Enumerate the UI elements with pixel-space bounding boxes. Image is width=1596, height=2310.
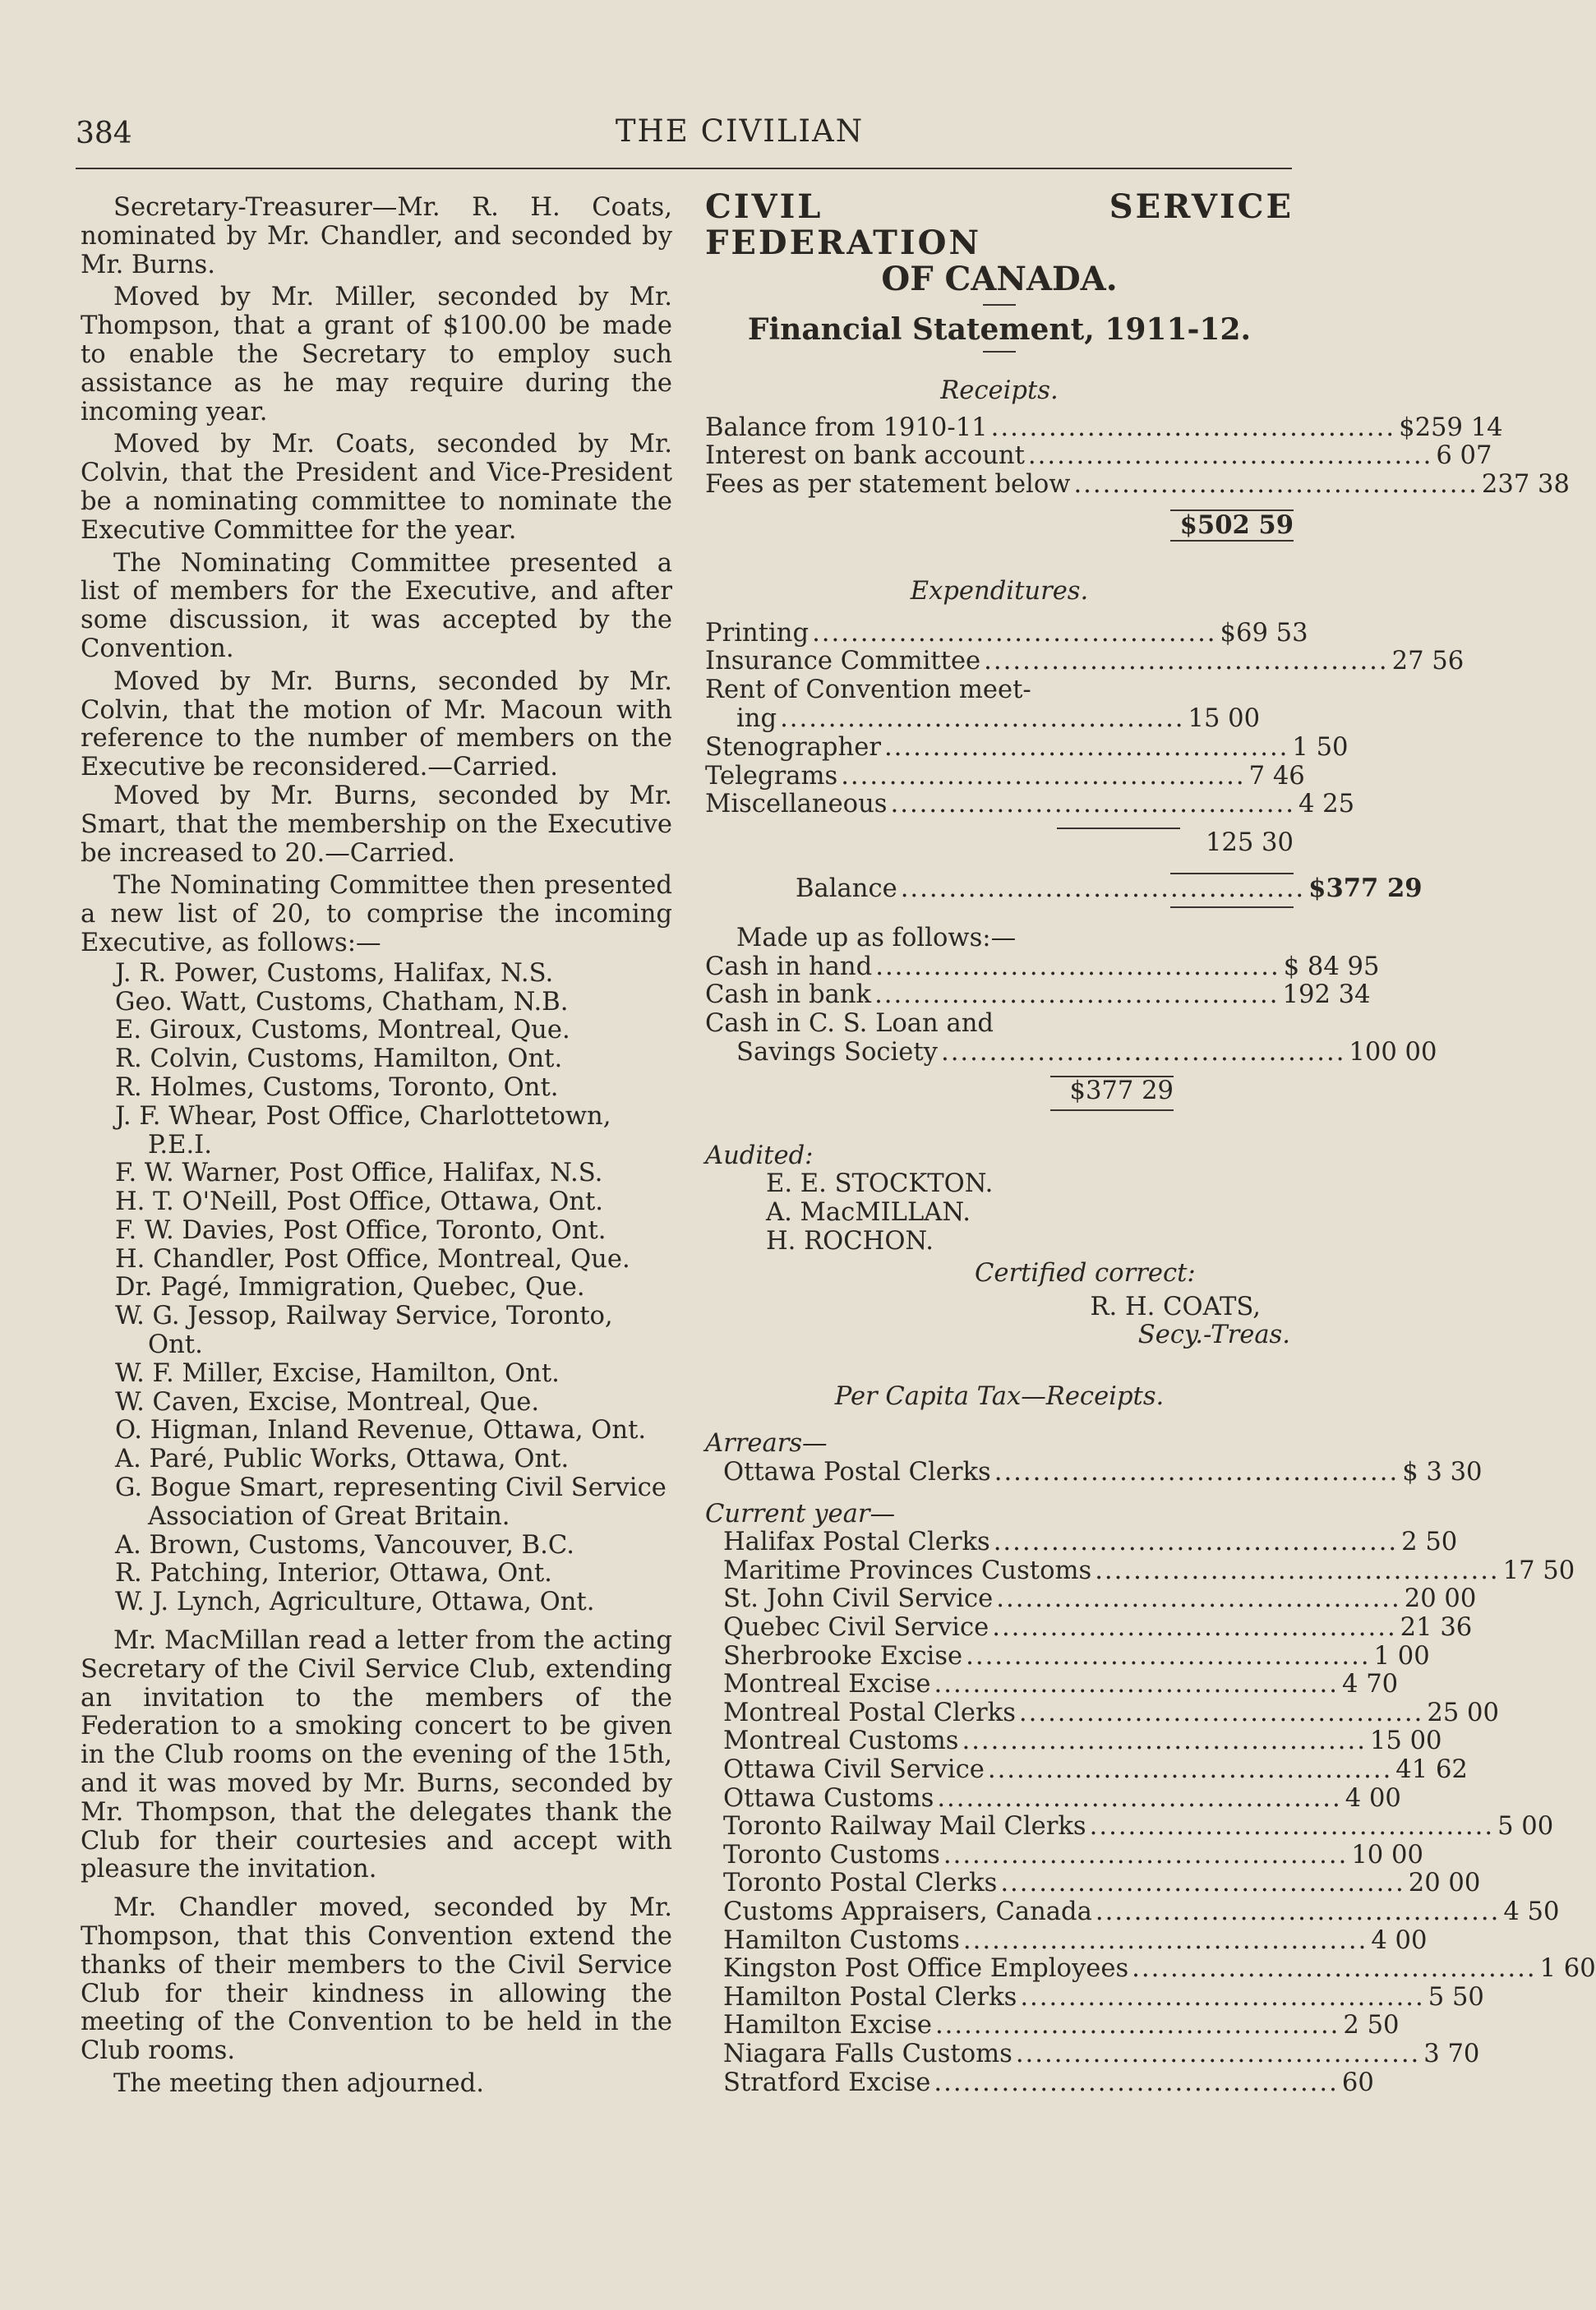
leader-dots: .......................................... bbox=[984, 647, 1389, 676]
row-amount: $259 14 bbox=[1399, 413, 1503, 442]
table-row bbox=[705, 1954, 1596, 1984]
leader-dots: .......................................... bbox=[934, 2011, 1340, 2040]
row-label: Ottawa Civil Service bbox=[723, 1755, 985, 1785]
row-label: Fees as per statement below bbox=[705, 470, 1071, 500]
leader-dots: .......................................... bbox=[812, 618, 1217, 648]
row-label: Montreal Excise bbox=[723, 1670, 931, 1699]
row-amount: 25 00 bbox=[1427, 1698, 1499, 1727]
leader-dots: .......................................... bbox=[934, 1670, 1339, 1699]
row-label: Quebec Civil Service bbox=[723, 1613, 989, 1643]
table-row bbox=[705, 1457, 1483, 1487]
paragraph: Mr. MacMillan read a letter from the acting Secretary of the Civil Service Club, extending an invitation to the members of the Federation to a smoking concert to be given in the Club rooms on the evening of the 15th, and it was moved by Mr. Burns, seconded by Mr. Thompson, that the delegates thank the Club for their courtesies and accept with pleasure the invitation. bbox=[81, 1626, 672, 1884]
table-row bbox=[705, 618, 1308, 648]
current-year-rows bbox=[705, 1528, 1596, 2097]
balance-row bbox=[705, 873, 1423, 903]
table-row bbox=[705, 1869, 1481, 1898]
federation-title-line2: OF CANADA. bbox=[881, 260, 1118, 298]
leader-dots: .......................................... bbox=[1095, 1897, 1501, 1927]
subtotal-rule bbox=[1050, 1109, 1174, 1111]
row-label: St. John Civil Service bbox=[723, 1584, 994, 1614]
statement-title: Financial Statement, 1911-12. bbox=[747, 312, 1252, 347]
table-row bbox=[705, 470, 1570, 500]
row-amount: 20 00 bbox=[1404, 1584, 1477, 1614]
paragraph: The meeting then adjourned. bbox=[113, 2069, 484, 2098]
row-label: Balance from 1910-11 bbox=[705, 413, 988, 442]
table-row bbox=[705, 1755, 1468, 1785]
row-amount: 60 bbox=[1341, 2068, 1374, 2097]
row-amount: 7 46 bbox=[1248, 761, 1305, 791]
row-label: Customs Appraisers, Canada bbox=[723, 1897, 1092, 1927]
expenditures-heading: Expenditures. bbox=[910, 576, 1089, 606]
leader-dots: .......................................... bbox=[937, 1783, 1342, 1813]
row-amount: 6 07 bbox=[1436, 441, 1492, 471]
list-item: W. J. Lynch, Agriculture, Ottawa, Ont. bbox=[115, 1588, 595, 1617]
table-row bbox=[705, 1670, 1399, 1699]
per-capita-heading: Per Capita Tax—Receipts. bbox=[834, 1382, 1165, 1412]
list-item: Geo. Watt, Customs, Chatham, N.B. bbox=[115, 987, 569, 1017]
leader-dots: .......................................... bbox=[1132, 1954, 1537, 1984]
leader-dots: .......................................... bbox=[966, 1641, 1371, 1671]
divider bbox=[983, 351, 1016, 353]
receipts-heading: Receipts. bbox=[940, 376, 1059, 405]
table-row bbox=[705, 1812, 1554, 1842]
table-row bbox=[705, 413, 1503, 443]
federation-title bbox=[705, 189, 1294, 297]
row-label: Cash in C. S. Loan and bbox=[705, 1009, 994, 1039]
row-label: Miscellaneous bbox=[705, 790, 888, 819]
row-label: Halifax Postal Clerks bbox=[723, 1528, 990, 1557]
made-up-intro bbox=[705, 924, 1205, 953]
row-label: Toronto Customs bbox=[723, 1840, 940, 1870]
row-label: Ottawa Customs bbox=[723, 1783, 934, 1813]
table-row bbox=[705, 952, 1380, 982]
total-row bbox=[1170, 511, 1294, 542]
leader-dots: .......................................... bbox=[962, 1727, 1367, 1756]
row-amount: 1 00 bbox=[1373, 1641, 1430, 1671]
leader-dots: .......................................... bbox=[934, 2068, 1339, 2097]
table-row bbox=[705, 2068, 1374, 2098]
table-row bbox=[705, 647, 1465, 676]
row-amount: 1 50 bbox=[1292, 732, 1349, 762]
list-item: A. Paré, Public Works, Ottawa, Ont. bbox=[115, 1445, 570, 1474]
row-label: Montreal Customs bbox=[723, 1727, 959, 1756]
table-row bbox=[705, 1641, 1430, 1671]
list-item: Dr. Pagé, Immigration, Quebec, Que. bbox=[115, 1273, 585, 1303]
leader-dots: .......................................... bbox=[1000, 1869, 1405, 1898]
leader-dots: .......................................... bbox=[987, 1755, 1393, 1785]
list-item: G. Bogue Smart, representing Civil Service Association of Great Britain. bbox=[115, 1473, 667, 1531]
row-label: Balance bbox=[796, 874, 897, 903]
leader-dots: .......................................... bbox=[993, 1528, 1399, 1557]
leader-dots: .......................................... bbox=[1095, 1556, 1500, 1585]
row-label: Telegrams bbox=[705, 761, 838, 791]
row-label: Montreal Postal Clerks bbox=[723, 1698, 1016, 1727]
table-row bbox=[705, 1897, 1560, 1927]
row-label: Printing bbox=[705, 618, 810, 648]
table-row bbox=[705, 1727, 1442, 1756]
left-column bbox=[81, 194, 672, 2099]
leader-dots: .......................................... bbox=[996, 1584, 1401, 1614]
leader-dots: .......................................... bbox=[943, 1840, 1349, 1870]
list-item: R. Holmes, Customs, Toronto, Ont. bbox=[115, 1072, 559, 1102]
federation-title-line1: CIVIL SERVICE FEDERATION bbox=[705, 187, 1294, 262]
table-row bbox=[705, 980, 1371, 1010]
receipts-total: $502 59 bbox=[1179, 509, 1294, 540]
table-row bbox=[705, 2039, 1480, 2069]
row-amount: 4 70 bbox=[1342, 1670, 1399, 1699]
header-rule bbox=[76, 168, 1292, 169]
table-row bbox=[705, 1982, 1484, 2013]
executive-member-list bbox=[81, 960, 672, 1617]
made-up-table bbox=[705, 923, 1437, 1111]
table-row bbox=[705, 1840, 1423, 1870]
leader-dots: .......................................... bbox=[1073, 470, 1478, 500]
row-label: Maritime Provinces Customs bbox=[723, 1556, 1092, 1585]
page-number: 384 bbox=[76, 117, 132, 150]
table-row bbox=[705, 1925, 1428, 1956]
row-label: ing bbox=[736, 703, 777, 733]
certified-label: Certified correct: bbox=[975, 1258, 1196, 1288]
row-amount: 15 00 bbox=[1188, 703, 1261, 733]
paragraph: Moved by Mr. Miller, seconded by Mr. Thompson, that a grant of $100.00 be made to enable the Secretary to employ such assistance as he may require during the incoming year. bbox=[81, 283, 672, 426]
row-label: Rent of Convention meet- bbox=[705, 675, 1031, 705]
auditor-name: A. MacMILLAN. bbox=[766, 1198, 971, 1228]
audited-label: Audited: bbox=[705, 1141, 814, 1170]
list-item: A. Brown, Customs, Vancouver, B.C. bbox=[115, 1530, 574, 1560]
table-row bbox=[705, 1037, 1437, 1067]
leader-dots: .......................................... bbox=[1015, 2039, 1421, 2068]
table-row bbox=[705, 441, 1492, 471]
leader-dots: .......................................... bbox=[780, 703, 1185, 733]
expenditures-table bbox=[705, 618, 1465, 858]
subtotal-rule bbox=[1057, 828, 1180, 829]
row-label: Made up as follows:— bbox=[736, 923, 1017, 952]
row-label: Current year— bbox=[705, 1499, 896, 1528]
leader-dots: .......................................... bbox=[990, 413, 1396, 442]
running-title: THE CIVILIAN bbox=[615, 113, 865, 149]
list-item: J. F. Whear, Post Office, Charlottetown, P.E.I. bbox=[115, 1101, 611, 1160]
auditor-name: E. E. STOCKTON. bbox=[766, 1169, 994, 1199]
row-label: Stenographer bbox=[705, 732, 881, 762]
paragraph: Moved by Mr. Coats, seconded by Mr. Colvin, that the President and Vice-President be a nominating committee to nominate the Executive Committee for the year. bbox=[81, 430, 672, 545]
row-amount: 4 00 bbox=[1371, 1925, 1428, 1955]
table-row bbox=[705, 1556, 1575, 1586]
paragraph: Moved by Mr. Burns, seconded by Mr. Smart, that the membership on the Executive be increased to 20.—Carried. bbox=[81, 781, 672, 868]
expenditures-total: 125 30 bbox=[1205, 828, 1294, 858]
leader-dots: .......................................... bbox=[994, 1457, 1400, 1487]
list-item: H. T. O'Neill, Post Office, Ottawa, Ont. bbox=[115, 1187, 604, 1217]
table-row bbox=[705, 1584, 1477, 1614]
row-amount: 41 62 bbox=[1395, 1755, 1468, 1785]
row-label: Ottawa Postal Clerks bbox=[723, 1457, 991, 1487]
leader-dots: .......................................... bbox=[890, 790, 1295, 819]
row-amount: 17 50 bbox=[1502, 1556, 1575, 1585]
leader-dots: .......................................... bbox=[874, 980, 1280, 1010]
row-amount: $69 53 bbox=[1220, 618, 1308, 648]
list-item: J. R. Power, Customs, Halifax, N.S. bbox=[115, 958, 554, 988]
per-capita-table bbox=[705, 1428, 1596, 2097]
row-amount: 5 00 bbox=[1497, 1812, 1554, 1842]
row-amount: 20 00 bbox=[1408, 1869, 1481, 1898]
paragraph: Mr. Chandler moved, seconded by Mr. Thompson, that this Convention extend the thanks of their members to the Civil Service Club for their kindness in allowing the meeting of the Convention to be held in the Club rooms. bbox=[81, 1893, 672, 2066]
total-row bbox=[705, 829, 1294, 858]
row-amount: 2 50 bbox=[1401, 1528, 1458, 1557]
table-row bbox=[705, 1783, 1401, 1814]
list-item: W. Caven, Excise, Montreal, Que. bbox=[115, 1387, 540, 1417]
row-label: Toronto Postal Clerks bbox=[723, 1869, 998, 1898]
paragraph: Secretary-Treasurer—Mr. R. H. Coats, nominated by Mr. Chandler, and seconded by Mr. Burns. bbox=[81, 193, 672, 279]
leader-dots: .......................................... bbox=[1020, 1982, 1425, 2012]
auditor-name: H. ROCHON. bbox=[766, 1226, 934, 1256]
list-item: W. G. Jessop, Railway Service, Toronto, Ont. bbox=[115, 1302, 613, 1360]
leader-dots: .......................................... bbox=[1018, 1698, 1424, 1727]
table-row bbox=[705, 761, 1305, 791]
row-label: Insurance Committee bbox=[705, 647, 981, 676]
row-label: Arrears— bbox=[705, 1428, 828, 1458]
row-label: Interest on bank account bbox=[705, 441, 1025, 471]
leader-dots: .......................................... bbox=[1089, 1812, 1495, 1842]
table-row bbox=[705, 790, 1355, 819]
row-label: Toronto Railway Mail Clerks bbox=[723, 1812, 1086, 1842]
list-item: F. W. Davies, Post Office, Toronto, Ont. bbox=[115, 1215, 607, 1245]
row-label: Savings Society bbox=[736, 1037, 938, 1067]
table-row bbox=[705, 1010, 1174, 1039]
row-amount: 192 34 bbox=[1282, 980, 1371, 1010]
audit-block bbox=[705, 1142, 1294, 1351]
total-rule bbox=[1170, 906, 1294, 908]
row-amount: 1 60 bbox=[1539, 1954, 1596, 1984]
list-item: W. F. Miller, Excise, Hamilton, Ont. bbox=[115, 1358, 560, 1388]
leader-dots: .......................................... bbox=[875, 952, 1280, 981]
list-item: E. Giroux, Customs, Montreal, Que. bbox=[115, 1016, 570, 1045]
row-amount: 4 00 bbox=[1345, 1783, 1401, 1813]
row-amount: $ 3 30 bbox=[1402, 1457, 1483, 1487]
row-label: Cash in hand bbox=[705, 952, 873, 981]
certifier-name: R. H. COATS, bbox=[1090, 1292, 1261, 1321]
row-amount: 4 25 bbox=[1298, 790, 1355, 819]
certifier-title: Secy.-Treas. bbox=[1137, 1321, 1290, 1350]
leader-dots: .......................................... bbox=[992, 1613, 1397, 1643]
arrears-label bbox=[705, 1430, 1294, 1459]
table-row bbox=[705, 1613, 1473, 1643]
row-label: Kingston Post Office Employees bbox=[723, 1954, 1129, 1984]
current-year-label bbox=[705, 1501, 1294, 1529]
leader-dots: .......................................... bbox=[940, 1037, 1346, 1067]
row-amount: 15 00 bbox=[1369, 1727, 1442, 1756]
leader-dots: .......................................... bbox=[900, 874, 1306, 903]
list-item: R. Colvin, Customs, Hamilton, Ont. bbox=[115, 1044, 563, 1074]
paragraph: Moved by Mr. Burns, seconded by Mr. Colvin, that the motion of Mr. Macoun with reference to the number of members on the Executive be reconsidered.—Carried. bbox=[81, 666, 672, 782]
list-item: F. W. Warner, Post Office, Halifax, N.S. bbox=[115, 1159, 603, 1188]
made-up-total: $377 29 bbox=[1069, 1076, 1174, 1105]
table-row bbox=[705, 2011, 1400, 2040]
row-amount: 237 38 bbox=[1481, 470, 1570, 500]
paragraph: The Nominating Committee then presented a new list of 20, to comprise the incoming Executive, as follows:— bbox=[81, 871, 672, 957]
row-amount: 27 56 bbox=[1391, 647, 1465, 676]
table-row bbox=[705, 1698, 1499, 1728]
row-amount: 21 36 bbox=[1400, 1613, 1473, 1643]
paragraph: The Nominating Committee presented a list of members for the Executive, and after some discussion, it was accepted by the Convention. bbox=[81, 548, 672, 663]
row-label: Hamilton Customs bbox=[723, 1925, 960, 1955]
row-label: Hamilton Postal Clerks bbox=[723, 1982, 1017, 2012]
table-row bbox=[705, 1528, 1458, 1557]
divider bbox=[983, 304, 1016, 306]
list-item: R. Patching, Interior, Ottawa, Ont. bbox=[115, 1559, 552, 1588]
row-amount: 10 00 bbox=[1351, 1840, 1423, 1870]
row-label: Hamilton Excise bbox=[723, 2011, 932, 2040]
row-amount: 5 50 bbox=[1428, 1982, 1484, 2012]
balance-amount: $377 29 bbox=[1308, 873, 1423, 903]
row-amount: 2 50 bbox=[1343, 2011, 1400, 2040]
row-label: Stratford Excise bbox=[723, 2068, 931, 2097]
list-item: O. Higman, Inland Revenue, Ottawa, Ont. bbox=[115, 1416, 647, 1445]
leader-dots: .......................................... bbox=[1027, 441, 1433, 471]
leader-dots: .......................................... bbox=[883, 732, 1289, 762]
list-item: H. Chandler, Post Office, Montreal, Que. bbox=[115, 1244, 630, 1274]
row-label: Niagara Falls Customs bbox=[723, 2039, 1012, 2068]
row-label: Sherbrooke Excise bbox=[723, 1641, 963, 1671]
row-amount: $ 84 95 bbox=[1283, 952, 1380, 981]
leader-dots: .......................................... bbox=[841, 761, 1246, 791]
table-row bbox=[705, 732, 1349, 763]
row-amount: 3 70 bbox=[1423, 2039, 1480, 2068]
leader-dots: .......................................... bbox=[962, 1925, 1368, 1955]
table-row bbox=[705, 676, 1174, 705]
table-row bbox=[705, 703, 1261, 734]
right-column bbox=[705, 187, 1596, 2097]
receipts-table bbox=[705, 413, 1570, 542]
row-label: Cash in bank bbox=[705, 980, 872, 1010]
total-row bbox=[705, 1077, 1174, 1106]
row-amount: 100 00 bbox=[1349, 1037, 1437, 1067]
row-amount: 4 50 bbox=[1503, 1897, 1560, 1927]
